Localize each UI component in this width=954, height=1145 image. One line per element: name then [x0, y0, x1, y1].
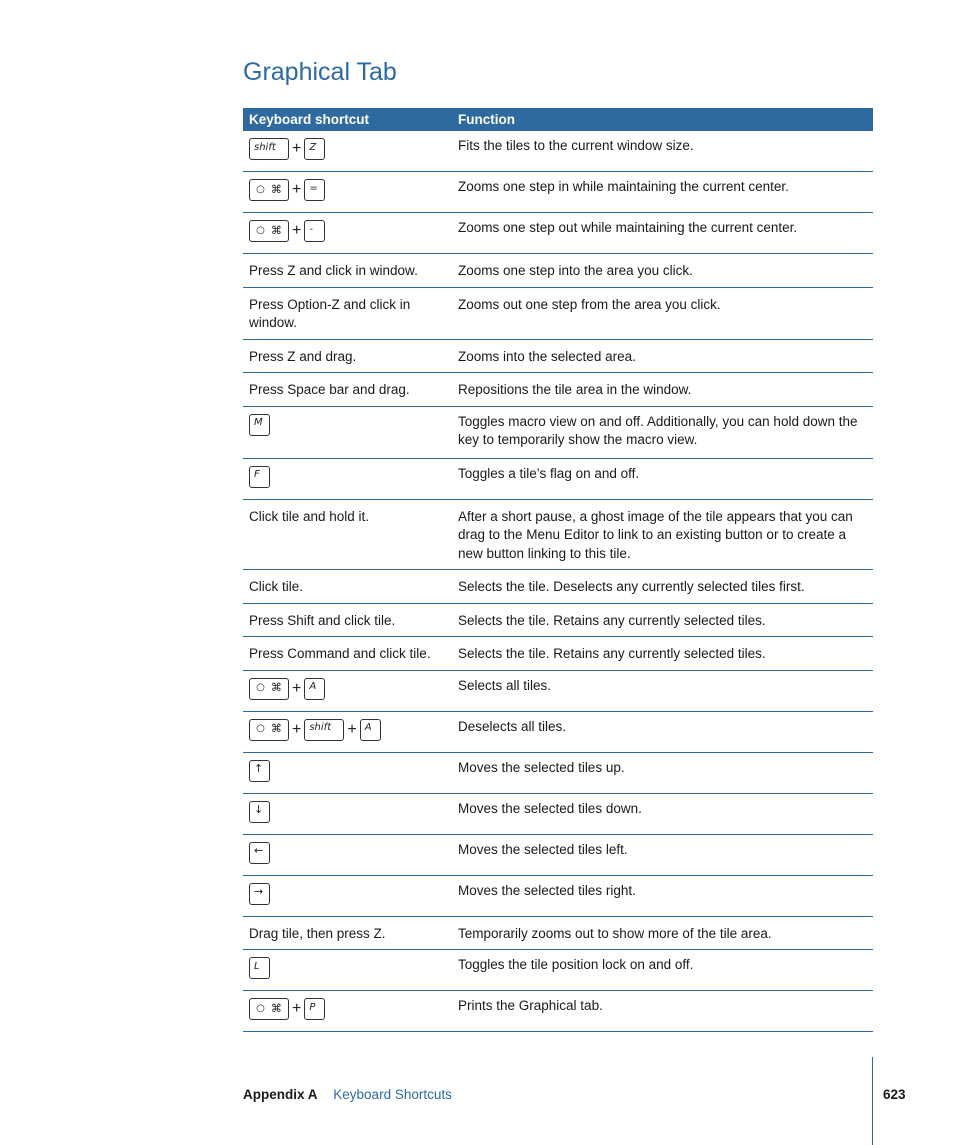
table-row: [243, 287, 873, 339]
table-row: [243, 834, 873, 875]
page-number: 623: [883, 1087, 906, 1102]
shortcut-cell: [243, 793, 452, 834]
apple-logo-icon: ○: [256, 682, 265, 694]
shortcut-cell: Press Z and drag.: [243, 339, 452, 373]
key-combination: [249, 997, 446, 1021]
footer-appendix: Appendix A: [243, 1087, 318, 1102]
table-row: [243, 670, 873, 711]
apple-logo-icon: ○: [256, 1002, 265, 1014]
table-row: [243, 875, 873, 916]
shortcut-cell: Drag tile, then press Z.: [243, 916, 452, 950]
key-p-icon: P: [304, 998, 325, 1020]
shortcut-cell: [243, 131, 452, 172]
function-cell: Toggles macro view on and off. Additionally, you can hold down the key to temporarily show the macro view.: [452, 406, 873, 458]
shortcut-cell: [243, 950, 452, 991]
key-equals-icon: =: [304, 179, 325, 201]
function-cell: Moves the selected tiles up.: [452, 752, 873, 793]
key-combination: [249, 137, 446, 161]
command-key-icon: [249, 678, 289, 700]
function-cell: Zooms into the selected area.: [452, 339, 873, 373]
shortcut-cell: [243, 213, 452, 254]
shortcut-cell: [243, 834, 452, 875]
table-row: [243, 916, 873, 950]
shortcut-cell: [243, 875, 452, 916]
shortcut-cell: [243, 406, 452, 458]
table-row: [243, 406, 873, 458]
footer: [243, 1087, 452, 1102]
footer-divider: [872, 1057, 873, 1145]
shortcut-cell: [243, 458, 452, 499]
function-cell: Zooms one step out while maintaining the current center.: [452, 213, 873, 254]
command-key-icon: [249, 719, 289, 741]
key-combination: [249, 956, 446, 980]
plus-sign: +: [292, 181, 302, 198]
arrow-up-key-icon: ↑: [249, 760, 270, 782]
key-a-icon: A: [304, 678, 325, 700]
function-cell: Moves the selected tiles right.: [452, 875, 873, 916]
arrow-left-key-icon: ←: [249, 842, 270, 864]
function-cell: Toggles the tile position lock on and off.: [452, 950, 873, 991]
command-symbol-icon: ⌘: [270, 1001, 282, 1015]
command-symbol-icon: ⌘: [270, 681, 282, 695]
command-symbol-icon: ⌘: [270, 223, 282, 237]
plus-sign: +: [292, 679, 302, 697]
plus-sign: +: [292, 140, 302, 157]
shortcut-cell: Click tile and hold it.: [243, 499, 452, 570]
header-keyboard-shortcut: Keyboard shortcut: [243, 108, 452, 131]
function-cell: Selects all tiles.: [452, 670, 873, 711]
function-cell: Temporarily zooms out to show more of the tile area.: [452, 916, 873, 950]
shortcut-table: [243, 108, 873, 1032]
function-cell: Selects the tile. Retains any currently selected tiles.: [452, 603, 873, 637]
plus-sign: +: [292, 222, 302, 239]
key-combination: [249, 800, 446, 824]
shortcut-cell: Press Z and click in window.: [243, 254, 452, 288]
plus-sign: +: [292, 720, 302, 738]
table-row: [243, 711, 873, 752]
command-symbol-icon: ⌘: [270, 182, 282, 196]
key-combination: [249, 718, 446, 742]
command-key-icon: [249, 998, 289, 1020]
shift-key-icon: shift: [249, 138, 289, 160]
table-header-row: [243, 108, 873, 131]
command-key-icon: [249, 179, 289, 201]
key-l-icon: L: [249, 957, 270, 979]
function-cell: Toggles a tile’s flag on and off.: [452, 458, 873, 499]
table-row: [243, 458, 873, 499]
apple-logo-icon: ○: [256, 183, 265, 195]
function-cell: Selects the tile. Retains any currently selected tiles.: [452, 637, 873, 671]
function-cell: Moves the selected tiles left.: [452, 834, 873, 875]
shortcut-cell: Press Space bar and drag.: [243, 373, 452, 407]
shortcut-cell: [243, 172, 452, 213]
function-cell: Fits the tiles to the current window size.: [452, 131, 873, 172]
plus-sign: +: [347, 720, 357, 738]
key-combination: [249, 882, 446, 906]
function-cell: Deselects all tiles.: [452, 711, 873, 752]
key-combination: [249, 413, 446, 437]
page-title: Graphical Tab: [243, 58, 397, 86]
command-key-icon: [249, 220, 289, 242]
arrow-right-key-icon: →: [249, 883, 270, 905]
key-combination: [249, 841, 446, 865]
apple-logo-icon: ○: [256, 224, 265, 236]
function-cell: Zooms one step in while maintaining the current center.: [452, 172, 873, 213]
shortcut-cell: [243, 752, 452, 793]
key-f-icon: F: [249, 466, 270, 488]
table-row: [243, 991, 873, 1032]
table-row: [243, 752, 873, 793]
table-body: [243, 131, 873, 1032]
shortcut-cell: [243, 991, 452, 1032]
shortcut-cell: [243, 670, 452, 711]
table-row: [243, 373, 873, 407]
key-m-icon: M: [249, 414, 270, 436]
table-row: [243, 131, 873, 172]
apple-logo-icon: ○: [256, 723, 265, 735]
key-combination: [249, 759, 446, 783]
function-cell: Zooms out one step from the area you click.: [452, 287, 873, 339]
arrow-down-key-icon: ↓: [249, 801, 270, 823]
shortcut-cell: Press Option-Z and click in window.: [243, 287, 452, 339]
function-cell: Repositions the tile area in the window.: [452, 373, 873, 407]
table-row: [243, 637, 873, 671]
table-row: [243, 603, 873, 637]
table-row: [243, 254, 873, 288]
key-minus-icon: -: [304, 220, 325, 242]
table-row: [243, 570, 873, 604]
shortcut-cell: Press Command and click tile.: [243, 637, 452, 671]
function-cell: Selects the tile. Deselects any currently selected tiles first.: [452, 570, 873, 604]
table-row: [243, 172, 873, 213]
table-row: [243, 499, 873, 570]
table-row: [243, 213, 873, 254]
footer-section-link[interactable]: Keyboard Shortcuts: [333, 1087, 452, 1102]
plus-sign: +: [292, 1000, 302, 1017]
key-combination: [249, 178, 446, 202]
table-row: [243, 950, 873, 991]
table-row: [243, 793, 873, 834]
key-combination: [249, 465, 446, 489]
shortcut-cell: Press Shift and click tile.: [243, 603, 452, 637]
function-cell: After a short pause, a ghost image of the tile appears that you can drag to the Menu Editor to link to an existing button or to create a new button linking to this tile.: [452, 499, 873, 570]
key-a-icon: A: [360, 719, 381, 741]
shortcut-cell: Click tile.: [243, 570, 452, 604]
command-symbol-icon: ⌘: [270, 722, 282, 736]
key-combination: [249, 677, 446, 701]
key-combination: [249, 219, 446, 243]
shortcut-cell: [243, 711, 452, 752]
function-cell: Zooms one step into the area you click.: [452, 254, 873, 288]
table-row: [243, 339, 873, 373]
function-cell: Prints the Graphical tab.: [452, 991, 873, 1032]
shift-key-icon: shift: [304, 719, 344, 741]
key-z-icon: Z: [304, 138, 325, 160]
function-cell: Moves the selected tiles down.: [452, 793, 873, 834]
header-function: Function: [452, 108, 873, 131]
